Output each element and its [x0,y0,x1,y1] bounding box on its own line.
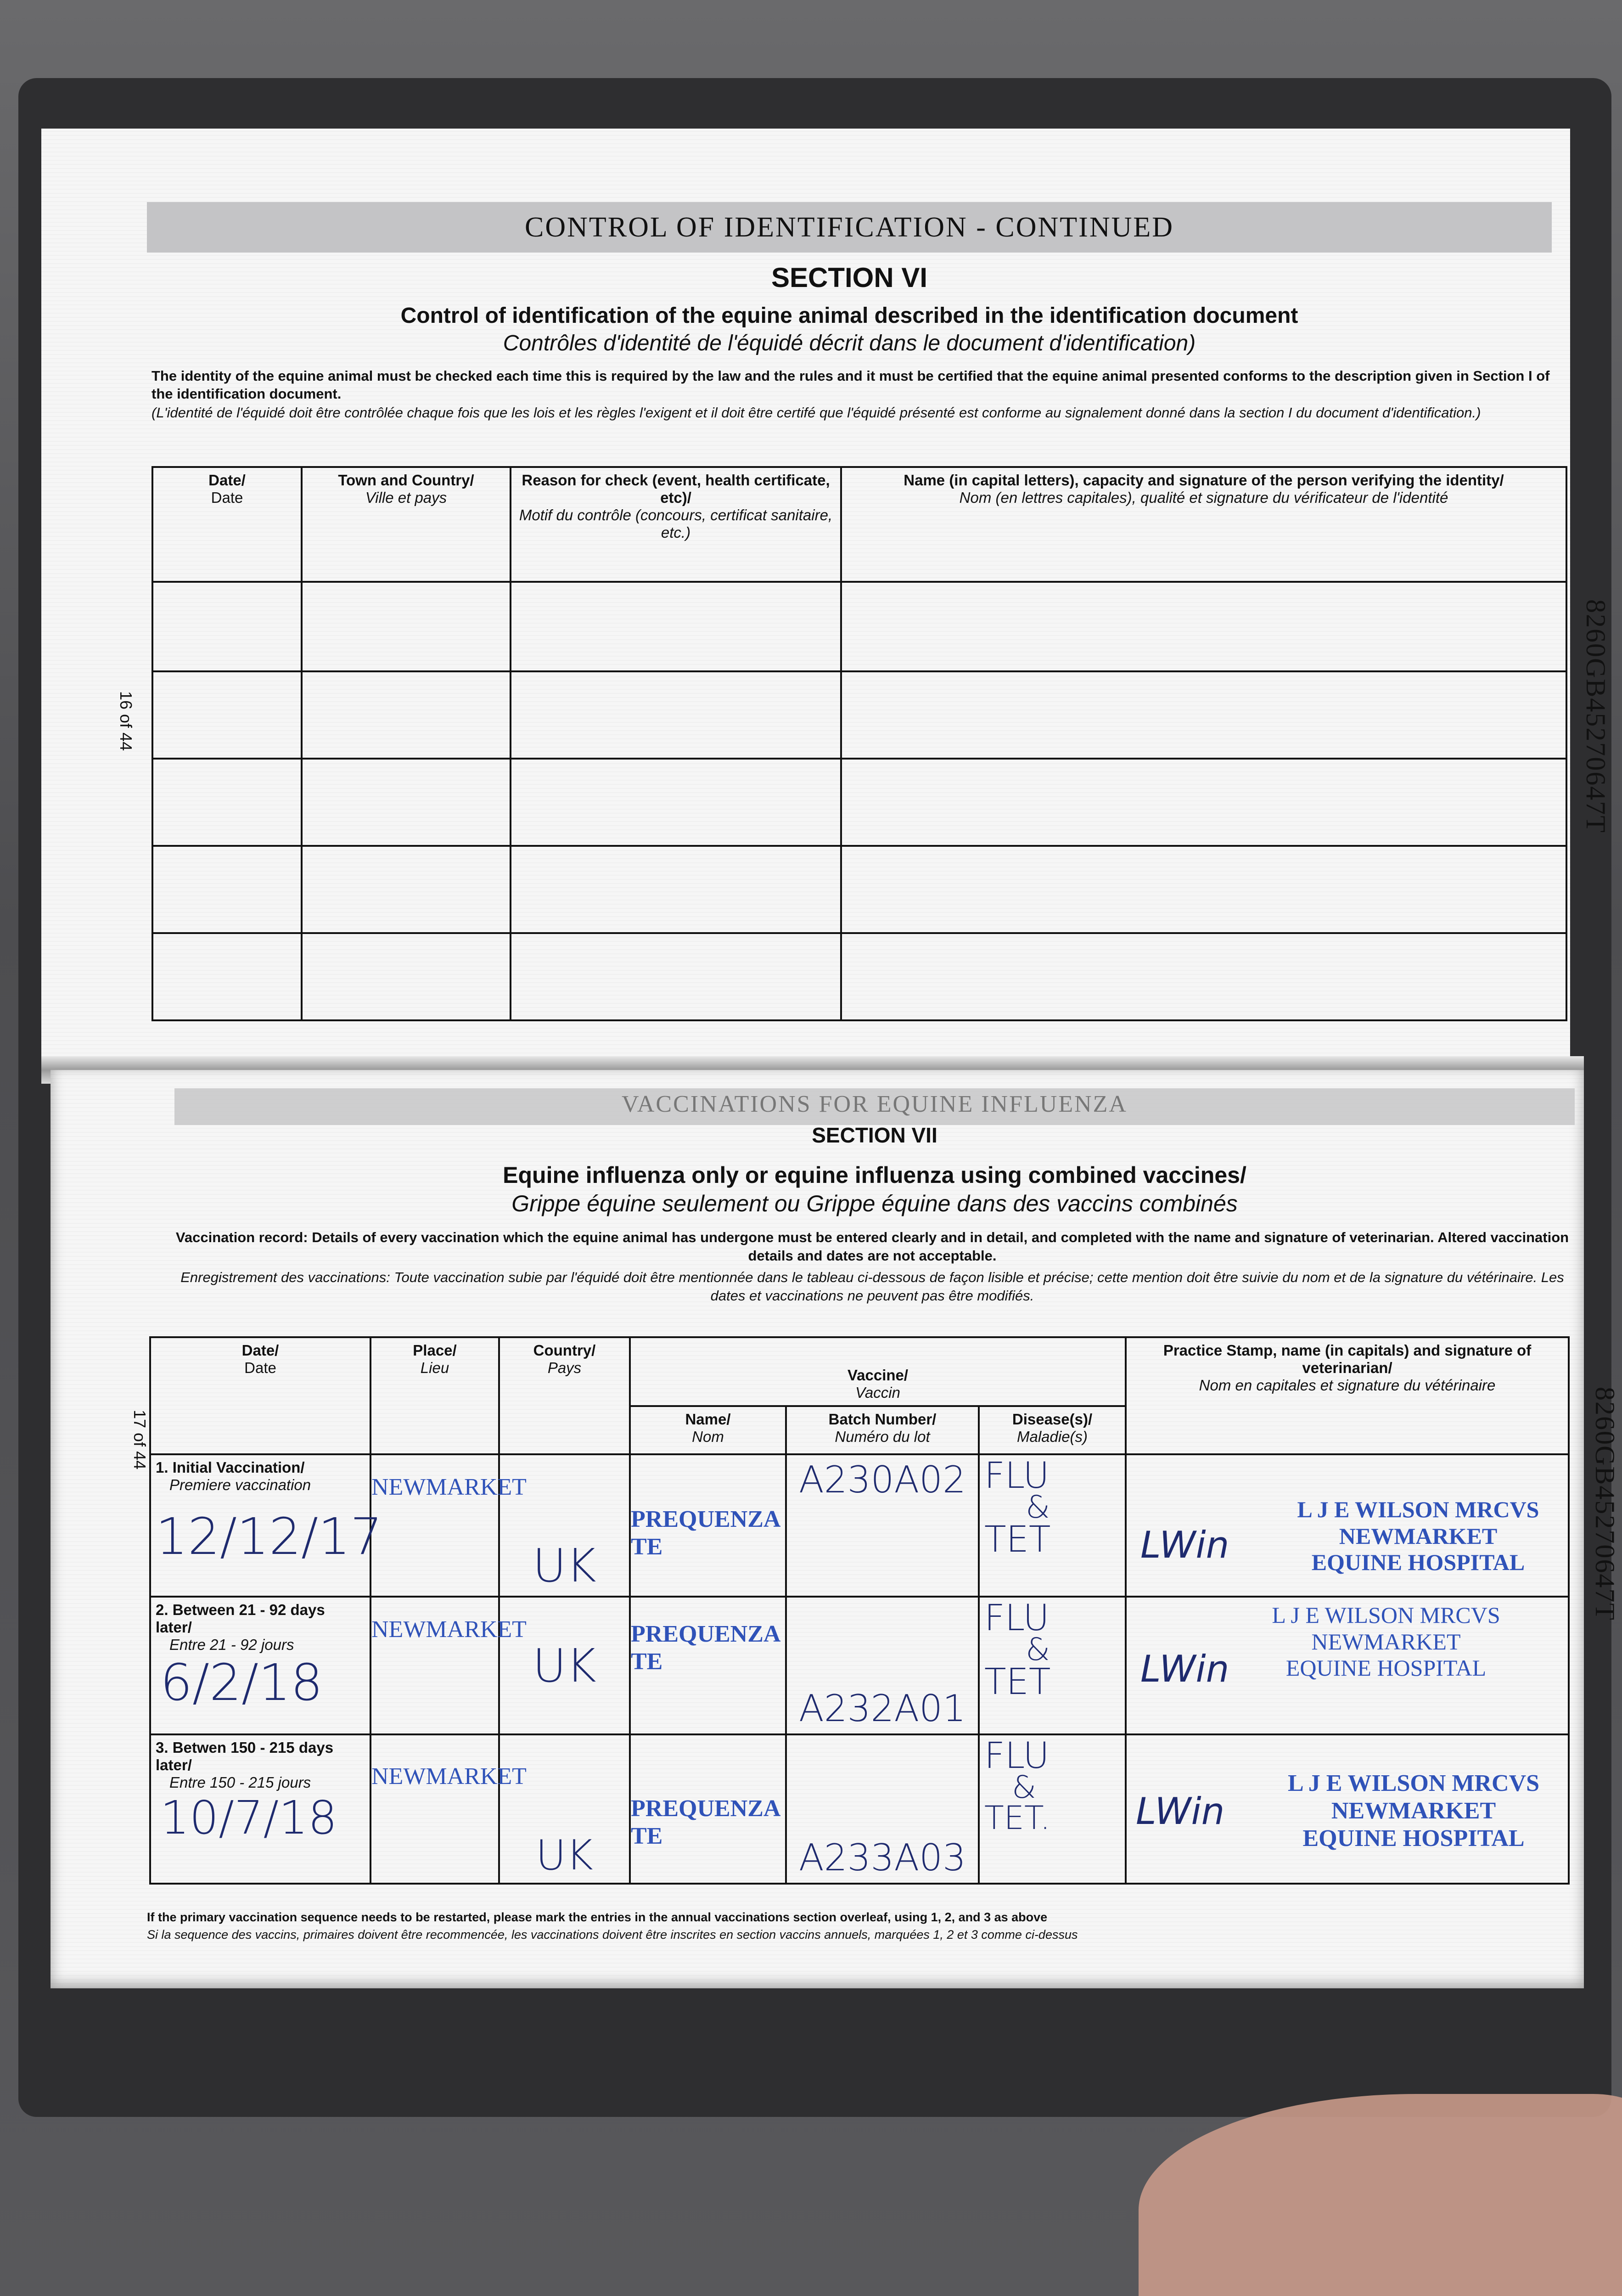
title-en: Control of identification of the equine animal described in the identification document [400,304,1298,328]
batch-cell[interactable] [786,1454,979,1597]
passport-id: 8260GB45270647T [1590,1387,1620,1621]
page-number: 16 of 44 [117,691,135,751]
table-row [152,671,1566,759]
vaccine-name-cell[interactable] [630,1734,786,1884]
empty-cell[interactable] [511,671,841,759]
handwritten-date: 6/2/18 [160,1653,323,1712]
disease-line: & [1026,1489,1050,1526]
vaccine-name-cell[interactable] [630,1597,786,1734]
table-row [152,933,1566,1020]
col-batch-number: Batch Number/ Numéro du lot [786,1406,979,1454]
col-place: Place/ Lieu [370,1337,499,1454]
vaccine-name-cell[interactable] [630,1454,786,1597]
vaccination-row-3 [150,1734,1569,1884]
empty-cell[interactable] [841,759,1566,846]
disease-line: TET [984,1661,1051,1703]
title-fr: Contrôles d'identité de l'équidé décrit dans le document d'identification) [503,331,1196,355]
handwritten-date: 12/12/17 [156,1507,383,1566]
disease-line: FLU [984,1735,1050,1777]
footer-fr: Si la sequence des vaccins, primaires doivent être recommencée, les vaccinations doivent être inscrites en section vaccins annuels, marquées 1, 2 et 3 comme ci-dessus [147,1928,1078,1941]
disease-line: FLU [984,1598,1050,1639]
place-cell[interactable] [370,1597,527,1734]
vaccine-stamp: PREQUENZA TE [631,1506,780,1560]
col-vaccine-name: Name/ Nom [630,1406,786,1454]
disease-line: TET [984,1519,1051,1560]
vaccine-stamp: PREQUENZA TE [631,1621,780,1675]
col-vaccine: Vaccine/ Vaccin [630,1337,1126,1406]
place-stamp: NEWMARKET [371,1474,527,1500]
intro-en: Vaccination record: Details of every vaccination which the equine animal has undergone must be entered clearly and in detail, and completed with the name and signature of veterinarian. Altered vaccination details and dates are not acceptable. [175,1229,1569,1264]
empty-cell[interactable] [302,759,511,846]
date-cell[interactable]: 2. Between 21 - 92 days later/ Entre 21 - 92 jours 6/2/18 [150,1597,370,1734]
disease-line: FLU [984,1455,1050,1497]
col-date: Date/ Date [150,1337,370,1454]
intro-fr: Enregistrement des vaccinations: Toute vaccination subie par l'équidé doit être mentionnée dans le tableau ci-dessous de façon lisible et précise; cette mention doit être suivie du nom et de la signature du vétérinaire. Les dates et vaccinations ne peuvent pas être modifiés. [180,1269,1564,1304]
disease-cell[interactable] [979,1454,1126,1597]
handwritten-batch: A233A03 [799,1836,966,1879]
handwritten-date: 10/7/18 [160,1790,337,1845]
vet-stamp: L J E WILSON MRCVS NEWMARKET EQUINE HOSPITAL [1287,1770,1540,1851]
page-16 [41,129,1611,1070]
date-cell[interactable]: 3. Betwen 150 - 215 days later/ Entre 150 - 215 jours 10/7/18 [150,1734,370,1884]
section-title: SECTION VII [812,1123,937,1147]
empty-cell[interactable] [152,759,302,846]
handwritten-batch: A232A01 [799,1687,966,1730]
empty-cell[interactable] [511,759,841,846]
batch-cell[interactable] [786,1597,979,1734]
practice-stamp-cell[interactable] [1126,1734,1569,1884]
identity-check-table [152,466,1567,1021]
vet-signature: LWin [1140,1648,1229,1690]
footer-en: If the primary vaccination sequence needs to be restarted, please mark the entries in the annual vaccinations section overleaf, using 1, 2, and 3 as above [147,1910,1048,1924]
batch-cell[interactable] [786,1734,979,1884]
col-reason: Reason for check (event, health certificate, etc)/ Motif du contrôle (concours, certificat sanitaire, etc.) [511,467,841,582]
country-cell[interactable] [499,1734,630,1884]
passport-id: 8260GB45270647T [1581,599,1611,833]
place-stamp: NEWMARKET [371,1616,527,1643]
vet-signature: LWin [1136,1790,1225,1833]
vet-stamp: L J E WILSON MRCVS NEWMARKET EQUINE HOSPITAL [1272,1602,1500,1681]
col-verifier: Name (in capital letters), capacity and signature of the person verifying the identity/ Nom (en lettres capitales), qualité et signature du vérificateur de l'identité [841,467,1566,582]
place-cell[interactable] [370,1454,527,1597]
intro-en: The identity of the equine animal must be checked each time this is required by the law and the rules and it must be certified that the equine animal presented conforms to the description given in Section I of the identification document. [152,368,1550,402]
practice-stamp-cell[interactable] [1126,1597,1569,1734]
intro-fr: (L'identité de l'équidé doit être contrôlée chaque fois que les lois et les règles l'exigent et il doit être certifé que l'équidé présenté est conforme au signalement donné dans la section I du document d'identification.) [152,405,1481,421]
col-country: Country/ Pays [499,1337,630,1454]
vet-stamp: L J E WILSON MRCVS NEWMARKET EQUINE HOSPITAL [1297,1497,1539,1575]
vaccination-row-2 [150,1597,1569,1734]
handwritten-batch: A230A02 [799,1458,966,1501]
date-cell[interactable]: 1. Initial Vaccination/ Premiere vaccination 12/12/17 [150,1454,370,1597]
empty-cell[interactable] [152,846,302,933]
table-row [152,759,1566,846]
title-en: Equine influenza only or equine influenza using combined vaccines/ [503,1162,1246,1188]
disease-line: & [1026,1632,1050,1668]
empty-cell[interactable] [302,933,511,1020]
empty-cell[interactable] [152,933,302,1020]
empty-cell[interactable] [302,582,511,671]
empty-cell[interactable] [152,582,302,671]
page-17 [51,1070,1620,1988]
table-row [152,846,1566,933]
disease-cell[interactable] [979,1597,1126,1734]
empty-cell[interactable] [152,671,302,759]
handwritten-country: UK [533,1638,596,1693]
empty-cell[interactable] [302,671,511,759]
col-date: Date/ Date [152,467,302,582]
disease-line: TET. [984,1799,1050,1837]
col-disease: Disease(s)/ Maladie(s) [979,1406,1126,1454]
vaccination-table [149,1336,1570,1885]
band-title: VACCINATIONS FOR EQUINE INFLUENZA [622,1091,1128,1117]
vaccine-stamp: PREQUENZA TE [631,1795,780,1849]
disease-cell[interactable] [979,1734,1126,1884]
place-stamp: NEWMARKET [371,1763,527,1790]
vet-signature: LWin [1140,1524,1229,1566]
empty-cell[interactable] [511,846,841,933]
empty-cell[interactable] [841,582,1566,671]
empty-cell[interactable] [302,846,511,933]
col-practice-stamp: Practice Stamp, name (in capitals) and signature of veterinarian/ Nom en capitales et signature du vétérinaire [1126,1337,1569,1454]
band-title: CONTROL OF IDENTIFICATION - CONTINUED [524,212,1174,243]
empty-cell[interactable] [511,933,841,1020]
disease-line: & [1012,1769,1037,1806]
table-row [152,582,1566,671]
title-fr: Grippe équine seulement ou Grippe équine dans des vaccins combinés [511,1191,1238,1216]
handwritten-country: UK [536,1831,593,1880]
empty-cell[interactable] [841,846,1566,933]
empty-cell[interactable] [841,933,1566,1020]
col-town: Town and Country/ Ville et pays [302,467,511,582]
page-number: 17 of 44 [130,1410,149,1470]
practice-stamp-cell[interactable] [1126,1454,1569,1597]
section-title: SECTION VI [771,262,928,293]
place-cell[interactable] [370,1734,527,1884]
empty-cell[interactable] [841,671,1566,759]
vaccination-row-1 [150,1454,1569,1597]
handwritten-country: UK [533,1539,596,1593]
empty-cell[interactable] [511,582,841,671]
